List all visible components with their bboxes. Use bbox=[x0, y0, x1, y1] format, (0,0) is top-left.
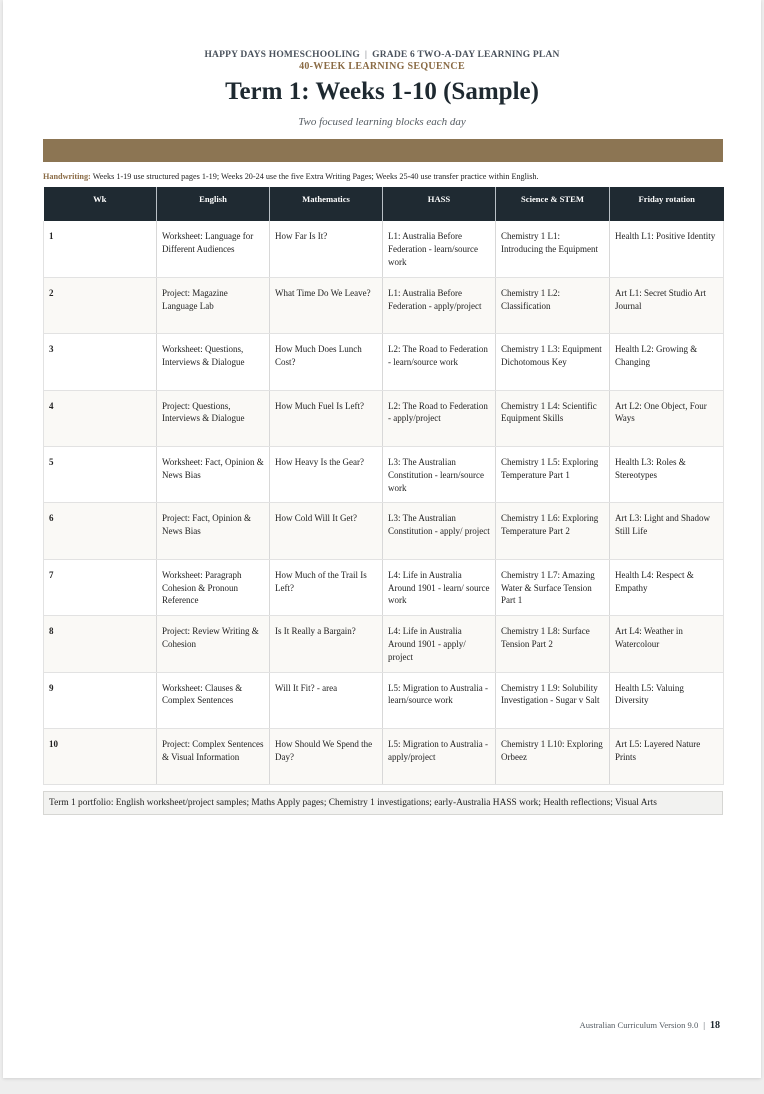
english-cell: Project: Fact, Opinion & News Bias bbox=[157, 503, 270, 559]
science-stem-cell: Chemistry 1 L8: Surface Tension Part 2 bbox=[496, 616, 610, 672]
table-row bbox=[44, 334, 724, 390]
footer-separator: | bbox=[703, 1020, 705, 1030]
term-portfolio-note: Term 1 portfolio: English worksheet/project samples; Maths Apply pages; Chemistry 1 investigations; early-Australia HASS work; Health reflections; Visual Arts bbox=[43, 791, 723, 815]
table-row bbox=[44, 447, 724, 503]
friday-rotation-cell: Health L3: Roles & Stereotypes bbox=[610, 447, 724, 503]
mathematics-cell: Will It Fit? - area bbox=[270, 672, 383, 728]
table-row bbox=[44, 503, 724, 559]
hass-cell: L3: The Australian Constitution - apply/ project bbox=[383, 503, 496, 559]
page-title: Term 1: Weeks 1-10 (Sample) bbox=[225, 78, 539, 105]
hass-cell: L5: Migration to Australia - learn/source work bbox=[383, 672, 496, 728]
english-cell: Worksheet: Language for Different Audiences bbox=[157, 221, 270, 277]
hass-cell: L3: The Australian Constitution - learn/source work bbox=[383, 447, 496, 503]
mathematics-cell: How Much Does Lunch Cost? bbox=[270, 334, 383, 390]
sequence-subheading: 40-WEEK LEARNING SEQUENCE bbox=[299, 61, 465, 72]
org-name: HAPPY DAYS HOMESCHOOLING bbox=[204, 50, 361, 60]
english-cell: Project: Review Writing & Cohesion bbox=[157, 616, 270, 672]
column-header-wk: Wk bbox=[44, 187, 157, 221]
column-header-friday-rotation: Friday rotation bbox=[610, 187, 724, 221]
mathematics-cell: How Should We Spend the Day? bbox=[270, 729, 383, 785]
table-row bbox=[44, 729, 724, 785]
table-row bbox=[44, 277, 724, 333]
table-row bbox=[44, 390, 724, 446]
hass-cell: L1: Australia Before Federation - apply/project bbox=[383, 277, 496, 333]
friday-rotation-cell: Health L4: Respect & Empathy bbox=[610, 559, 724, 615]
table-row bbox=[44, 221, 724, 277]
document-eyebrow bbox=[3, 50, 761, 60]
friday-rotation-cell: Art L5: Layered Nature Prints bbox=[610, 729, 724, 785]
week-cell: 1 bbox=[44, 221, 157, 277]
english-cell: Project: Questions, Interviews & Dialogue bbox=[157, 390, 270, 446]
handwriting-note bbox=[43, 172, 733, 181]
table-row bbox=[44, 616, 724, 672]
mathematics-cell: What Time Do We Leave? bbox=[270, 277, 383, 333]
science-stem-cell: Chemistry 1 L5: Exploring Temperature Part 1 bbox=[496, 447, 610, 503]
decorative-banner-bar bbox=[43, 139, 723, 162]
week-cell: 7 bbox=[44, 559, 157, 615]
table-header-row bbox=[44, 187, 724, 221]
mathematics-cell: How Far Is It? bbox=[270, 221, 383, 277]
english-cell: Worksheet: Clauses & Complex Sentences bbox=[157, 672, 270, 728]
hass-cell: L2: The Road to Federation - learn/source work bbox=[383, 334, 496, 390]
page-tagline: Two focused learning blocks each day bbox=[298, 116, 466, 128]
column-header-hass: HASS bbox=[383, 187, 496, 221]
mathematics-cell: How Much Fuel Is Left? bbox=[270, 390, 383, 446]
handwriting-text: Weeks 1-19 use structured pages 1-19; Weeks 20-24 use the five Extra Writing Pages; Weeks 25-40 use transfer practice within English. bbox=[92, 172, 539, 181]
science-stem-cell: Chemistry 1 L2: Classification bbox=[496, 277, 610, 333]
english-cell: Worksheet: Questions, Interviews & Dialogue bbox=[157, 334, 270, 390]
friday-rotation-cell: Art L1: Secret Studio Art Journal bbox=[610, 277, 724, 333]
week-cell: 6 bbox=[44, 503, 157, 559]
column-header-mathematics: Mathematics bbox=[270, 187, 383, 221]
hass-cell: L4: Life in Australia Around 1901 - learn/ source work bbox=[383, 559, 496, 615]
english-cell: Project: Magazine Language Lab bbox=[157, 277, 270, 333]
document-page bbox=[3, 0, 761, 1078]
week-cell: 2 bbox=[44, 277, 157, 333]
mathematics-cell: How Heavy Is the Gear? bbox=[270, 447, 383, 503]
friday-rotation-cell: Art L2: One Object, Four Ways bbox=[610, 390, 724, 446]
week-cell: 3 bbox=[44, 334, 157, 390]
friday-rotation-cell: Health L1: Positive Identity bbox=[610, 221, 724, 277]
science-stem-cell: Chemistry 1 L6: Exploring Temperature Part 2 bbox=[496, 503, 610, 559]
mathematics-cell: Is It Really a Bargain? bbox=[270, 616, 383, 672]
science-stem-cell: Chemistry 1 L10: Exploring Orbeez bbox=[496, 729, 610, 785]
page-number: 18 bbox=[710, 1020, 720, 1031]
mathematics-cell: How Much of the Trail Is Left? bbox=[270, 559, 383, 615]
hass-cell: L4: Life in Australia Around 1901 - apply/ project bbox=[383, 616, 496, 672]
science-stem-cell: Chemistry 1 L1: Introducing the Equipment bbox=[496, 221, 610, 277]
science-stem-cell: Chemistry 1 L3: Equipment Dichotomous Key bbox=[496, 334, 610, 390]
table-row bbox=[44, 559, 724, 615]
mathematics-cell: How Cold Will It Get? bbox=[270, 503, 383, 559]
hass-cell: L5: Migration to Australia - apply/project bbox=[383, 729, 496, 785]
page-footer bbox=[580, 1020, 720, 1031]
table-body bbox=[44, 221, 724, 785]
friday-rotation-cell: Health L2: Growing & Changing bbox=[610, 334, 724, 390]
friday-rotation-cell: Art L4: Weather in Watercolour bbox=[610, 616, 724, 672]
week-cell: 8 bbox=[44, 616, 157, 672]
week-cell: 10 bbox=[44, 729, 157, 785]
column-header-science-stem: Science & STEM bbox=[496, 187, 610, 221]
week-cell: 4 bbox=[44, 390, 157, 446]
science-stem-cell: Chemistry 1 L9: Solubility Investigation - Sugar v Salt bbox=[496, 672, 610, 728]
english-cell: Worksheet: Paragraph Cohesion & Pronoun Reference bbox=[157, 559, 270, 615]
eyebrow-separator: | bbox=[365, 50, 368, 60]
english-cell: Worksheet: Fact, Opinion & News Bias bbox=[157, 447, 270, 503]
english-cell: Project: Complex Sentences & Visual Information bbox=[157, 729, 270, 785]
science-stem-cell: Chemistry 1 L7: Amazing Water & Surface Tension Part 1 bbox=[496, 559, 610, 615]
friday-rotation-cell: Health L5: Valuing Diversity bbox=[610, 672, 724, 728]
week-cell: 9 bbox=[44, 672, 157, 728]
friday-rotation-cell: Art L3: Light and Shadow Still Life bbox=[610, 503, 724, 559]
hass-cell: L2: The Road to Federation - apply/project bbox=[383, 390, 496, 446]
science-stem-cell: Chemistry 1 L4: Scientific Equipment Skills bbox=[496, 390, 610, 446]
curriculum-version: Australian Curriculum Version 9.0 bbox=[579, 1020, 699, 1030]
plan-name: GRADE 6 TWO-A-DAY LEARNING PLAN bbox=[372, 50, 560, 60]
table-row bbox=[44, 672, 724, 728]
term-plan-table bbox=[43, 187, 724, 785]
week-cell: 5 bbox=[44, 447, 157, 503]
handwriting-label: Handwriting: bbox=[43, 172, 91, 181]
column-header-english: English bbox=[157, 187, 270, 221]
hass-cell: L1: Australia Before Federation - learn/source work bbox=[383, 221, 496, 277]
